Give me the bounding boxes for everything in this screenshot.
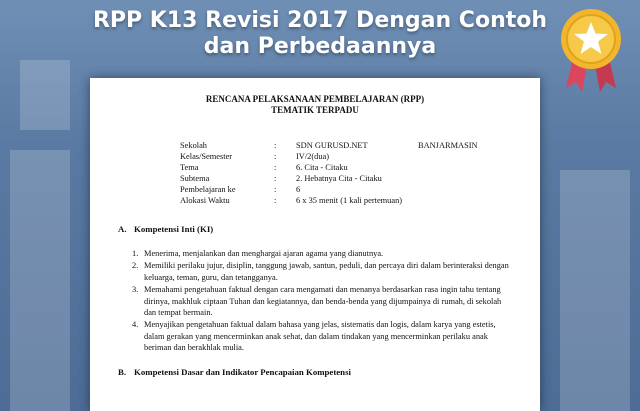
- section-title: Kompetensi Inti (KI): [134, 224, 214, 234]
- ki-text: Menerima, menjalankan dan menghargai ajaran agama yang dianutnya.: [144, 249, 384, 258]
- background-building-right: [560, 170, 630, 411]
- info-label: Pembelajaran ke: [180, 185, 236, 194]
- info-label: Kelas/Semester: [180, 152, 233, 161]
- info-value: 6 x 35 menit (1 kali pertemuan): [296, 196, 403, 205]
- section-letter: A.: [118, 224, 127, 234]
- info-colon: :: [274, 152, 277, 161]
- doc-title: RENCANA PELAKSANAAN PEMBELAJARAN (RPP): [205, 94, 425, 104]
- ki-text: Memiliki perilaku jujur, disiplin, tanggung jawab, santun, peduli, dan percaya diri dalam berinteraksi dengan keluarga, teman, guru, dan tetangganya.: [144, 261, 509, 282]
- ki-number: 3.: [132, 285, 139, 294]
- info-value: 6. Cita - Citaku: [296, 163, 348, 172]
- doc-subtitle: TEMATIK TERPADU: [271, 105, 359, 115]
- section-title: Kompetensi Dasar dan Indikator Pencapaian Kompetensi: [134, 367, 351, 377]
- info-extra: BANJARMASIN: [418, 141, 478, 150]
- star-badge-icon: [556, 4, 626, 94]
- background-building-left: [10, 150, 70, 411]
- info-colon: :: [274, 196, 277, 205]
- info-value: SDN GURUSD.NET: [296, 141, 368, 150]
- header-title-line1: RPP K13 Revisi 2017 Dengan Contoh: [92, 8, 548, 33]
- header-title-line2: dan Perbedaannya: [203, 34, 437, 59]
- info-label: Sekolah: [180, 141, 207, 150]
- ki-text: Menyajikan pengetahuan faktual dalam bahasa yang jelas, sistematis dan logis, dalam karya yang estetis, dalam gerakan yang mencerminkan anak sehat, dan dalam tindakan yang mencerminkan perilaku anak beriman dan berakhlak mulia.: [144, 320, 496, 352]
- info-label: Tema: [180, 163, 199, 172]
- info-value: IV/2(dua): [296, 152, 330, 161]
- background-window-left: [20, 60, 70, 130]
- info-value: 6: [296, 185, 301, 194]
- info-colon: :: [274, 174, 277, 183]
- rpp-document: [90, 78, 540, 411]
- ki-number: 4.: [132, 320, 139, 329]
- info-label: Alokasi Waktu: [180, 196, 230, 205]
- info-colon: :: [274, 141, 277, 150]
- info-colon: :: [274, 163, 277, 172]
- section-letter: B.: [118, 367, 127, 377]
- ki-number: 2.: [132, 261, 139, 270]
- info-value: 2. Hebatnya Cita - Citaku: [296, 174, 382, 183]
- ki-number: 1.: [132, 249, 139, 258]
- info-label: Subtema: [180, 174, 210, 183]
- header-title: [0, 8, 640, 60]
- info-colon: :: [274, 185, 277, 194]
- ki-text: Memahami pengetahuan faktual dengan cara mengamati dan menanya berdasarkan rasa ingin tahu tentang dirinya, makhluk ciptaan Tuhan dan kegiatannya, dan benda-benda yang dijumpainya di rumah, di sekolah dan tempat bermain.: [144, 285, 502, 317]
